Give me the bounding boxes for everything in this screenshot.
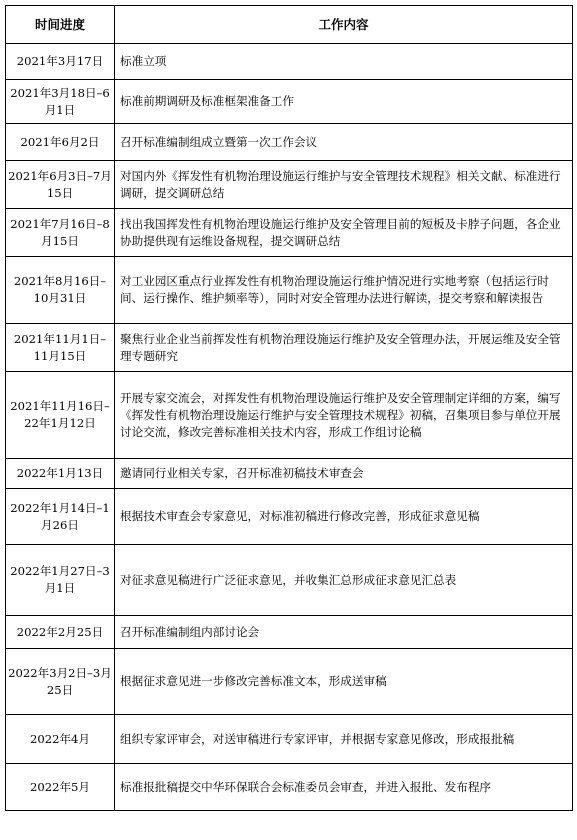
row-content: 聚焦行业企业当前挥发性有机物治理设施运行维护及安全管理办法，开展运维及安全管理专题研究 [115,324,573,372]
row-time: 2022年3月2日–3月25日 [6,649,115,715]
row-content: 对国内外《挥发性有机物治理设施运行维护与安全管理技术规程》相关文献、标准进行调研，提交调研总结 [115,161,573,209]
table-row [6,372,573,459]
table-row [6,649,573,715]
table-row [6,545,573,616]
table-row [6,257,573,324]
table-row [6,44,573,80]
schedule-table-wrapper [5,5,573,811]
table-row [6,161,573,209]
row-time: 2021年8月16日–10月31日 [6,257,115,324]
row-content: 开展专家交流会，对挥发性有机物治理设施运行维护及安全管理制定详细的方案，编写《挥发性有机物治理设施运行维护与安全管理技术规程》初稿，召集项目参与单位开展讨论交流，修改完善标准相关技术内容，形成工作组讨论稿 [115,372,573,459]
row-time: 2022年1月27日–3月1日 [6,545,115,616]
row-content: 对工业园区重点行业挥发性有机物治理设施运行维护情况进行实地考察（包括运行时间、运行操作、维护频率等），同时对安全管理办法进行解读，提交考察和解读报告 [115,257,573,324]
table-row [6,209,573,257]
table-row [6,124,573,161]
row-time: 2021年7月16日–8月15日 [6,209,115,257]
row-content: 找出我国挥发性有机物治理设施运行维护及安全管理目前的短板及卡脖子问题，各企业协助提供现有运维设备规程，提交调研总结 [115,209,573,257]
row-time: 2021年3月17日 [6,44,115,80]
row-time: 2021年6月2日 [6,124,115,161]
row-time: 2021年11月1日–11月15日 [6,324,115,372]
row-time: 2022年4月 [6,715,115,764]
table-header-row [6,6,573,44]
row-content: 标准报批稿提交中华环保联合会标准委员会审查，并进入报批、发布程序 [115,764,573,811]
row-content: 邀请同行业相关专家，召开标准初稿技术审查会 [115,459,573,489]
row-content: 标准前期调研及标准框架准备工作 [115,80,573,124]
row-content: 标准立项 [115,44,573,80]
header-time: 时间进度 [6,6,115,44]
table-row [6,616,573,649]
row-time: 2021年11月16日–22年1月12日 [6,372,115,459]
table-row [6,324,573,372]
table-row [6,764,573,811]
row-content: 召开标准编制组内部讨论会 [115,616,573,649]
row-content: 组织专家评审会，对送审稿进行专家评审，并根据专家意见修改，形成报批稿 [115,715,573,764]
header-content: 工作内容 [115,6,573,44]
row-content: 对征求意见稿进行广泛征求意见，并收集汇总形成征求意见汇总表 [115,545,573,616]
row-time: 2021年3月18日–6月1日 [6,80,115,124]
table-row [6,80,573,124]
table-row [6,459,573,489]
row-content: 根据技术审查会专家意见，对标准初稿进行修改完善，形成征求意见稿 [115,489,573,545]
row-content: 根据征求意见进一步修改完善标准文本，形成送审稿 [115,649,573,715]
table-row [6,715,573,764]
row-time: 2022年1月13日 [6,459,115,489]
row-time: 2022年1月14日–1月26日 [6,489,115,545]
schedule-table [5,5,573,811]
row-content: 召开标准编制组成立暨第一次工作会议 [115,124,573,161]
row-time: 2021年6月3日–7月15日 [6,161,115,209]
table-row [6,489,573,545]
row-time: 2022年5月 [6,764,115,811]
row-time: 2022年2月25日 [6,616,115,649]
